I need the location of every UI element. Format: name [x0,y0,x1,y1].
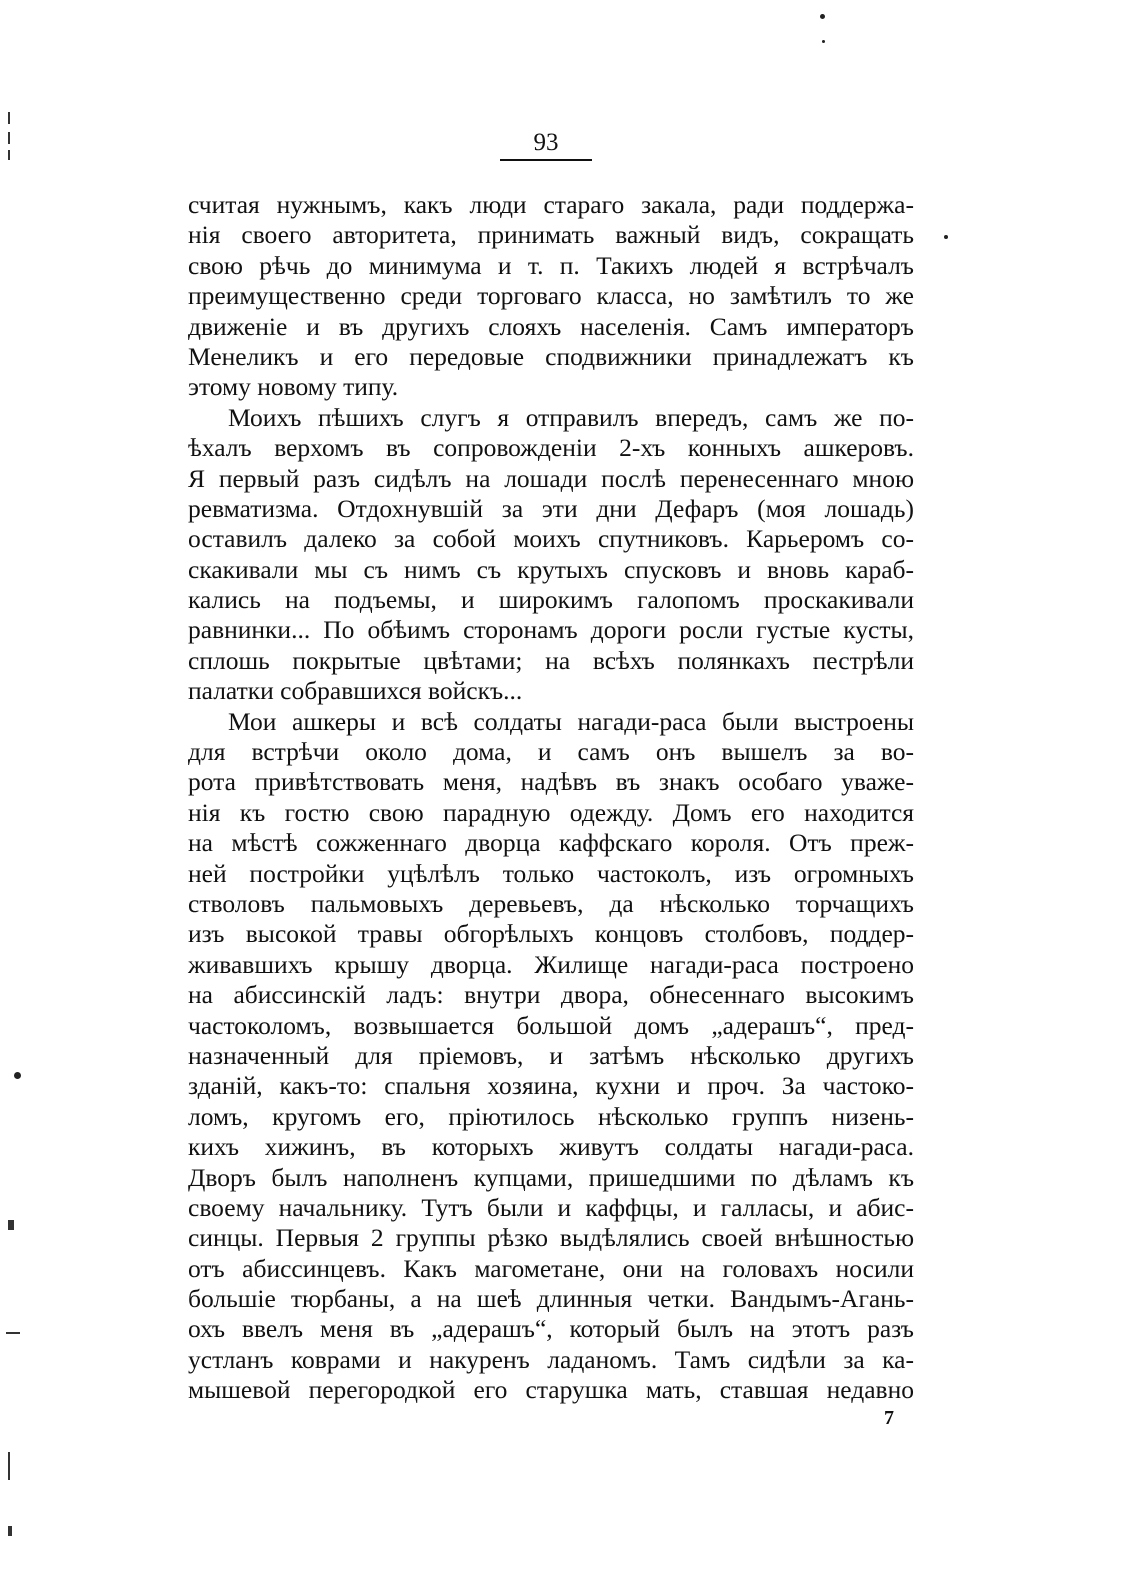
text-line: палатки собравшихся войскъ... [188,676,523,706]
text-line: Я первый разъ сидѣлъ на лошади послѣ перенесеннаго мною [188,463,914,493]
text-line: синцы. Первыя 2 группы рѣзко выдѣлялись своей внѣшностью [188,1223,914,1253]
text-line: устланъ коврами и накуренъ ладаномъ. Тамъ сидѣли за ка- [188,1344,914,1374]
text-line: ней постройки уцѣлѣлъ только частоколъ, изъ огромныхъ [188,858,914,888]
text-line: Моихъ пѣшихъ слугъ я отправилъ впередъ, самъ же по- [228,402,914,432]
text-line: охъ ввелъ меня въ „адерашъ“, который былъ на этотъ разъ [188,1314,914,1344]
scan-speck [822,40,825,43]
scan-edge-mark [8,112,10,124]
text-line: ломъ, кругомъ его, пріютилось нѣсколько группъ низень- [188,1101,914,1131]
text-line: на мѣстѣ сожженнаго дворца каффскаго короля. Отъ преж- [188,828,914,858]
text-line: большіе тюрбаны, а на шеѣ длинныя четки. Вандымъ-Агань- [188,1284,914,1314]
text-line: отъ абиссинцевъ. Какъ магометане, они на головахъ носили [188,1253,914,1283]
text-line: ревматизма. Отдохнувшій за эти дни Дефаръ (моя лошадь) [188,493,914,523]
scan-edge-mark [8,132,10,144]
text-line: живавшихъ крышу дворца. Жилище нагади-раса построено [188,949,914,979]
scan-edge-mark [8,1220,14,1230]
text-line: зданій, какъ-то: спальня хозяина, кухни и проч. За частоко- [188,1071,914,1101]
text-line: частоколомъ, возвышается большой домъ „адерашъ“, пред- [188,1010,914,1040]
text-line: нія своего авторитета, принимать важный видъ, сокращать [188,220,914,250]
text-line: ѣхалъ верхомъ въ сопровожденіи 2-хъ конныхъ ашкеровъ. [188,433,914,463]
text-line: равнинки... По обѣимъ сторонамъ дороги росли густые кусты, [188,615,914,645]
scan-edge-mark [8,1526,12,1536]
text-line: на абиссинскій ладъ: внутри двора, обнесеннаго высокимъ [188,980,914,1010]
scan-edge-mark [8,150,10,160]
text-line: своему начальнику. Тутъ были и каффцы, и галласы, и абис- [188,1192,914,1222]
scan-speck [820,14,825,19]
scan-edge-mark [6,1332,20,1334]
text-line: движеніе и въ другихъ слояхъ населенія. Самъ императоръ [188,311,914,341]
paragraph-2 [188,403,914,707]
text-line: кихъ хижинъ, въ которыхъ живутъ солдаты нагади-раса. [188,1132,914,1162]
scan-speck [14,1072,21,1079]
text-line: кались на подъемы, и широкимъ галопомъ проскакивали [188,585,914,615]
text-line: стволовъ пальмовыхъ деревьевъ, да нѣсколько торчащихъ [188,888,914,918]
body-text [188,190,914,1406]
page-number: 93 [500,128,592,161]
paragraph-3 [188,707,914,1406]
text-line: Дворъ былъ наполненъ купцами, пришедшими по дѣламъ къ [188,1162,914,1192]
text-line: считая нужнымъ, какъ люди стараго закала, ради поддержа- [188,190,914,219]
scan-speck [944,235,948,239]
text-line: скакивали мы съ нимъ съ крутыхъ спусковъ и вновь караб- [188,554,914,584]
text-line: оставилъ далеко за собой моихъ спутниковъ. Карьеромъ со- [188,524,914,554]
text-line: назначенный для пріемовъ, и затѣмъ нѣсколько другихъ [188,1040,914,1070]
paragraph-1 [188,190,914,403]
text-line: свою рѣчь до минимума и т. п. Такихъ людей я встрѣчалъ [188,250,914,280]
text-line: изъ высокой травы обгорѣлыхъ концовъ столбовъ, поддер- [188,919,914,949]
signature-mark: 7 [884,1407,894,1429]
text-line: нія къ гостю свою парадную одежду. Домъ его находится [188,797,914,827]
text-line: рота привѣтствовать меня, надѣвъ въ знакъ особаго уваже- [188,767,914,797]
text-line: Менеликъ и его передовые сподвижники принадлежатъ къ [188,341,914,371]
text-line: сплошь покрытые цвѣтами; на всѣхъ полянкахъ пестрѣли [188,645,914,675]
text-line: преимущественно среди торговаго класса, но замѣтилъ то же [188,281,914,311]
text-line: мышевой перегородкой его старушка мать, ставшая недавно [188,1375,914,1405]
text-line: этому новому типу. [188,372,399,402]
scan-edge-mark [8,1452,10,1480]
text-line: Мои ашкеры и всѣ солдаты нагади-раса были выстроены [228,706,914,736]
text-line: для встрѣчи около дома, и самъ онъ вышелъ за во- [188,737,914,767]
